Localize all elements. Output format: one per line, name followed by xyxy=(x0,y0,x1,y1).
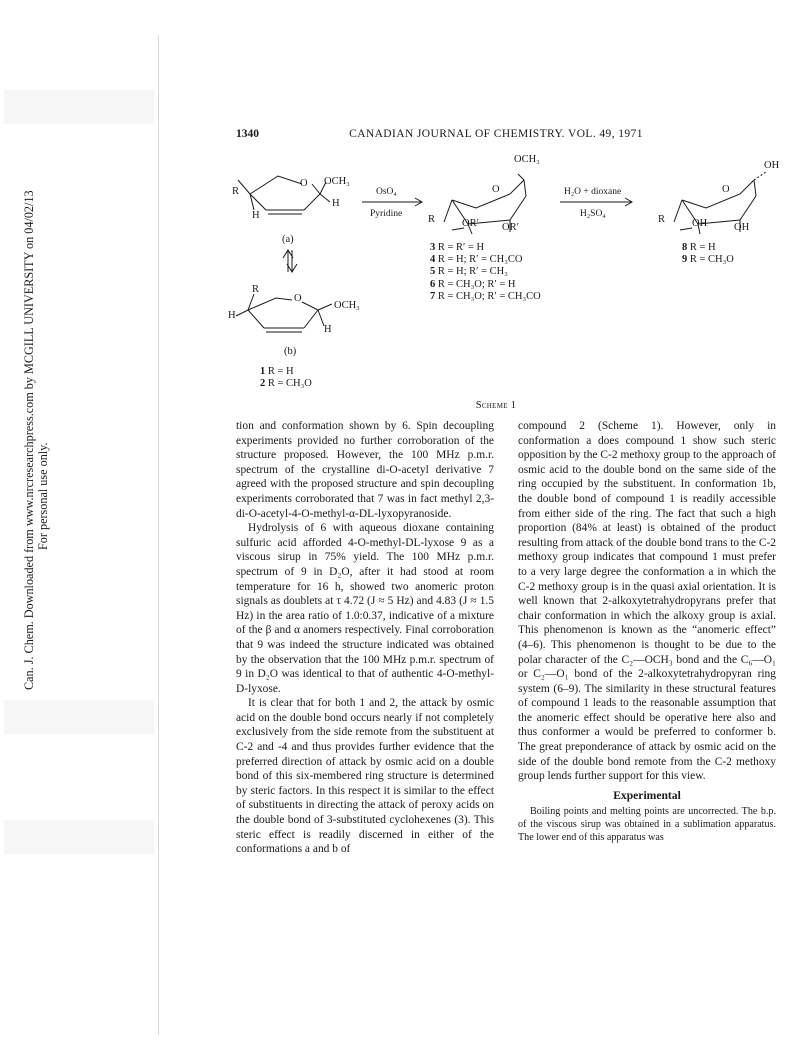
h-label: H xyxy=(228,310,236,321)
reagent-sulfuric-acid: H₂SO₄ xyxy=(580,209,606,219)
journal-title: CANADIAN JOURNAL OF CHEMISTRY. VOL. 49, 1971 xyxy=(349,128,643,140)
methoxy-label: OCH₃ xyxy=(324,176,350,187)
compound-entry: 5 R = H; R′ = CH₃ xyxy=(430,266,508,278)
hydroxyl-label: OH xyxy=(692,218,708,229)
r-label: R xyxy=(232,186,240,197)
page-number: 1340 xyxy=(236,128,259,140)
running-header xyxy=(236,128,756,144)
methoxy-label: OCH₃ xyxy=(334,300,360,311)
h-label: H xyxy=(324,324,332,335)
watermark-line-2: For personal use only. xyxy=(36,442,50,550)
scan-noise xyxy=(4,700,154,734)
ring-oxygen-label: O xyxy=(294,293,302,304)
ring-oxygen-label: O xyxy=(300,178,308,189)
compound-entry: 7 R = CH₃O; R′ = CH₃CO xyxy=(430,290,541,302)
body-paragraph: It is clear that for both 1 and 2, the attack by osmic acid on the double bond occurs nearly if not completely exclusively from the side remote from the substituent at C-2 and -4 and thus provides further evidence that the preferred direction of attack by osmic acid on a double bond of this six-membered ring structure is determined by steric factors. In this respect it is similar to the effect of substituents in directing the attack of peroxy acids on the double bond of 3-substituted cyclohexenes (3). This steric effect is readily discerned in either of the conformations a and b of xyxy=(236,697,494,856)
r-label: R xyxy=(252,284,260,295)
reagent-osmium-tetroxide: OsO₄ xyxy=(376,187,397,197)
compound-entry: 6 R = CH₃O; R′ = H xyxy=(430,278,516,290)
left-compound-list xyxy=(260,366,312,390)
scan-noise xyxy=(4,90,154,124)
conformation-b-label: (b) xyxy=(284,346,297,357)
watermark-line-1: Can. J. Chem. Downloaded from www.nrcresearchpress.com by MCGILL UNIVERSITY on 04/02/13 xyxy=(22,190,36,690)
experimental-paragraph: Boiling points and melting points are uncorrected. The b.p. of the viscous sirup was obtained in a sublimation apparatus. The lower end of this apparatus was xyxy=(518,806,776,843)
compound-entry: 2 R = CH₃O xyxy=(260,378,312,390)
hydroxyl-label: OH xyxy=(764,160,780,171)
right-column xyxy=(518,419,776,844)
scan-noise xyxy=(4,820,154,854)
ring-oxygen-label: O xyxy=(492,184,500,195)
or-prime-label: OR′ xyxy=(462,218,479,229)
download-watermark xyxy=(2,190,50,690)
compound-entry: 4 R = H; R′ = CH₃CO xyxy=(430,254,523,266)
scheme-caption: Scheme 1 xyxy=(475,400,517,411)
compound-entry: 1 R = H xyxy=(260,366,294,377)
conformation-a-label: (a) xyxy=(282,234,294,245)
hydroxyl-label: OH xyxy=(734,222,750,233)
or-prime-label: OR′ xyxy=(502,222,519,233)
body-paragraph: Hydrolysis of 6 with aqueous dioxane containing sulfuric acid afforded 4-O-methyl-DL-lyxose 9 as a viscous sirup in 75% yield. The 100 MHz p.m.r. spectrum of 9 in D₂O, after it had stood at room temperature for 16 h, showed two anomeric proton signals as doublets at τ 4.72 (J ≈ 5 Hz) and 4.83 (J ≈ 1.5 Hz) in the area ratio of 1.0:0.37, indicative of a mixture of the β and α anomers respectively. Final corroboration that 9 was indeed the structure indicated was obtained by the observation that the 100 MHz p.m.r. spectrum of 9 in D₂O was identical to that of authentic 4-O-methyl-D-lyxose. xyxy=(236,522,494,695)
compound-entry: 3 R = R′ = H xyxy=(430,242,485,253)
right-compound-list xyxy=(682,242,734,266)
h-label: H xyxy=(332,198,340,209)
reagent-pyridine: Pyridine xyxy=(370,209,403,219)
ring-oxygen-label: O xyxy=(722,184,730,195)
body-paragraph: tion and conformation shown by 6. Spin decoupling experiments provided no further corroboration of the structure proposed. However, the 100 MHz p.m.r. spectrum of the crystalline di-O-acetyl derivative 7 agreed with the proposed structure and spin decoupling experiments corroborated that 7 was in fact methyl 2,3-di-O-acetyl-4-O-methyl-α-DL-lyxopyranoside. xyxy=(236,420,494,520)
r-label: R xyxy=(428,214,436,225)
experimental-heading: Experimental xyxy=(613,788,681,802)
compound-entry: 8 R = H xyxy=(682,242,716,253)
h-label: H xyxy=(252,210,260,221)
body-paragraph: compound 2 (Scheme 1). However, only in conformation a does compound 1 show such steric opposition by the C-2 methoxy group to the approach of osmic acid to the double bond on the same side of the ring occupied by the substituent. In conformation 1b, the double bond of compound 1 is readily accessible from either side of the ring. The fact that such a high proportion (84% at least) is obtained of the product resulting from attack of the double bond trans to the C-2 methoxy group indicates that compound 1 must prefer to a very large degree the conformation a in which the C-2 methoxy group is in the quasi axial orientation. It is well known that 2-alkoxytetrahydropyrans prefer that chair conformation in which the alkoxy group is axial. This phenomenon is known as the “anomeric effect” (4–6). This phenomenon is thought to be due to the polar character of the C₂—OCH₃ bond and the C₆—O₁ or C₂—O₁ bond of the 2-alkoxytetrahydropyran ring system (6–9). The similarity in these structural features of compound 1 leads to the reasonable assumption that the anomeric effect should be operative here also and thus conformer a would be preferred to conformer b. The great preponderance of attack by osmic acid on the side of the double bond remote from the C-2 methoxy group lends further support for this view. xyxy=(518,420,776,783)
middle-compound-list xyxy=(430,242,541,303)
left-column xyxy=(236,419,494,857)
scan-edge-line xyxy=(158,35,159,1035)
methoxy-label: OCH₃ xyxy=(514,154,540,165)
compound-entry: 9 R = CH₃O xyxy=(682,254,734,266)
reaction-scheme xyxy=(220,150,780,400)
r-label: R xyxy=(658,214,666,225)
reagent-water-dioxane: H₂O + dioxane xyxy=(564,187,622,197)
